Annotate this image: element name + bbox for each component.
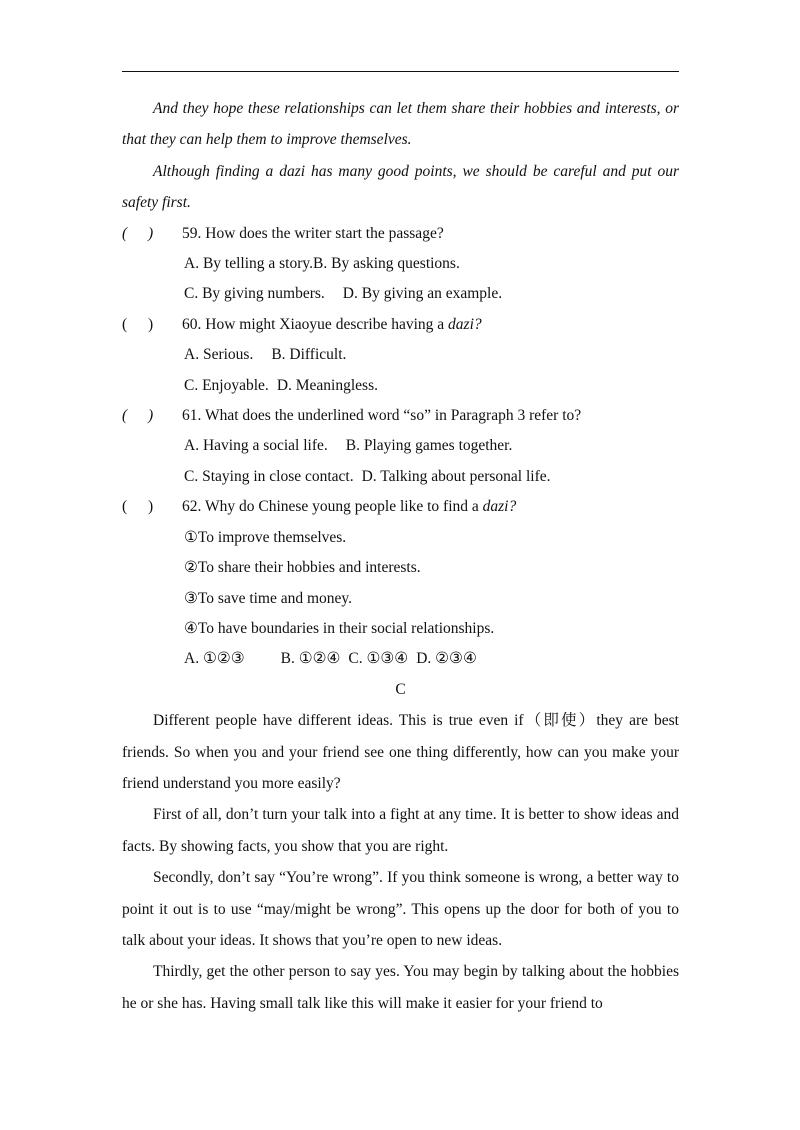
option-d[interactable]: D. ②③④ (416, 650, 477, 668)
options-row (122, 249, 679, 279)
question-number: 61. (182, 407, 202, 425)
option-b[interactable]: B. ①②④ (280, 650, 341, 668)
answer-blank[interactable]: ( ) (122, 407, 154, 425)
section-heading: C (395, 680, 406, 698)
option-c[interactable]: C. Staying in close contact. (184, 467, 354, 485)
passage-paragraph: First of all, don’t turn your talk into a fight at any time. It is better to show ideas and facts. By showing facts, you show that you are right. (122, 806, 679, 855)
question-62 (122, 492, 679, 522)
question-italic-term: dazi? (448, 315, 482, 333)
option-a[interactable]: A. Serious. (184, 346, 254, 364)
option-d[interactable]: D. Talking about personal life. (361, 467, 551, 485)
question-number: 59. (182, 224, 202, 242)
question-text: How might Xiaoyue describe having a (205, 315, 445, 333)
option-b[interactable]: B. Difficult. (271, 346, 347, 364)
page-content (122, 93, 679, 1019)
option-b[interactable]: B. Playing games together. (345, 437, 513, 455)
options-row (122, 462, 679, 492)
option-a[interactable]: A. Having a social life. (184, 437, 328, 455)
question-number: 62. (182, 498, 202, 516)
option-a[interactable]: A. By telling a story. (184, 255, 314, 273)
answer-blank[interactable]: ( ) (122, 498, 154, 516)
question-61 (122, 401, 679, 431)
statement-3: ③To save time and money. (184, 589, 353, 607)
options-row (122, 279, 679, 309)
option-c[interactable]: C. By giving numbers. (184, 285, 325, 303)
options-row (122, 644, 679, 674)
question-text: Why do Chinese young people like to find a (204, 498, 479, 516)
question-number: 60. (182, 315, 202, 333)
option-c[interactable]: C. ①③④ (348, 650, 409, 668)
passage-paragraph: Thirdly, get the other person to say yes. You may begin by talking about the hobbies he or she has. Having small talk like this will make it easier for your friend to (122, 963, 679, 1012)
question-59 (122, 219, 679, 249)
option-d[interactable]: D. By giving an example. (342, 285, 503, 303)
question-text: How does the writer start the passage? (205, 224, 444, 242)
options-row (122, 431, 679, 461)
option-c[interactable]: C. Enjoyable. (184, 376, 269, 394)
statement-1: ①To improve themselves. (184, 528, 347, 546)
question-italic-term: dazi? (482, 498, 517, 516)
option-a[interactable]: A. ①②③ (184, 650, 245, 668)
passage-paragraph: Although finding a dazi has many good points, we should be careful and put our safety first. (122, 162, 679, 212)
options-row (122, 371, 679, 401)
question-text: What does the underlined word “so” in Paragraph 3 refer to? (204, 407, 582, 425)
header-rule (122, 71, 679, 72)
passage-paragraph: And they hope these relationships can let them share their hobbies and interests, or that they can help them to improve themselves. (122, 100, 679, 149)
options-row (122, 340, 679, 370)
statement-4: ④To have boundaries in their social relationships. (184, 619, 495, 637)
option-d[interactable]: D. Meaningless. (276, 376, 378, 394)
statement-2: ②To share their hobbies and interests. (184, 559, 421, 577)
passage-paragraph: Secondly, don’t say “You’re wrong”. If you think someone is wrong, a better way to point it out is to use “may/might be wrong”. This opens up the door for both of you to talk about your ideas. It shows that you’re open to new ideas. (122, 869, 679, 949)
passage-paragraph: Different people have different ideas. This is true even if（即使）they are best friends. So when you and your friend see one thing differently, how can you make your friend understand you more easily? (122, 712, 679, 792)
answer-blank[interactable]: ( ) (122, 315, 154, 333)
answer-blank[interactable]: ( ) (122, 224, 154, 242)
option-b[interactable]: B. By asking questions. (313, 255, 460, 273)
question-60 (122, 310, 679, 340)
